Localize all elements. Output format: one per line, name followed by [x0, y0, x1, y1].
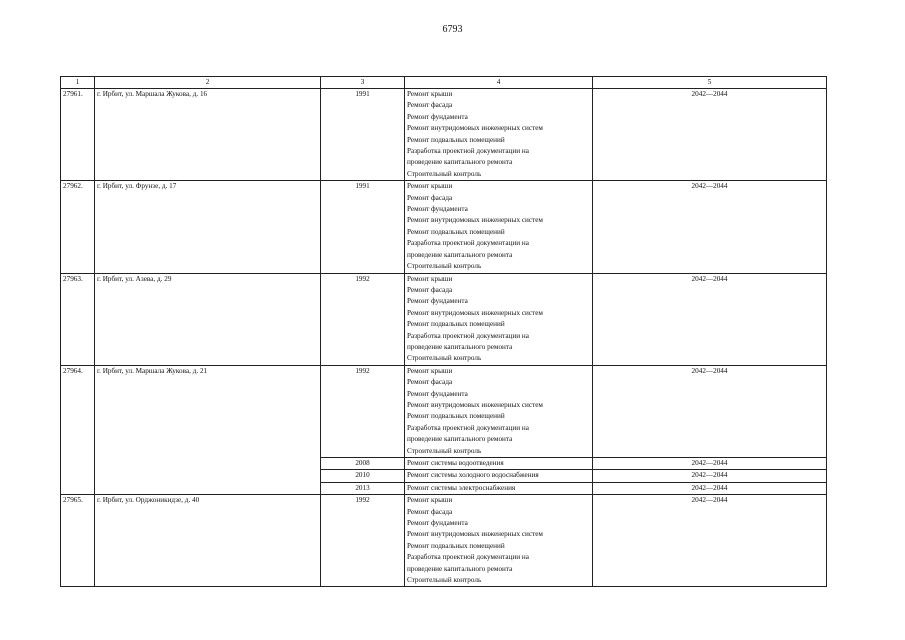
work-item: Ремонт фундамента [407, 389, 468, 398]
year-cell: 1992 [321, 273, 405, 365]
header-row [61, 77, 827, 89]
year-cell: 2013 [321, 482, 405, 494]
work-item: Ремонт подвальных помещений [407, 135, 505, 144]
table-row [61, 365, 827, 457]
work-item: Ремонт подвальных помещений [407, 227, 505, 236]
work-item: Ремонт фасада [407, 507, 453, 516]
works-cell [405, 273, 593, 365]
works-cell [405, 181, 593, 273]
work-item: Разработка проектной документации на [407, 423, 529, 432]
work-item: Ремонт внутридомовых инженерных систем [407, 124, 543, 133]
row-number: 27965. [61, 495, 95, 587]
work-item: Ремонт фасада [407, 285, 453, 294]
works-cell [405, 495, 593, 587]
work-item: Ремонт крыши [407, 274, 453, 283]
work-item: Строительный контроль [407, 576, 482, 585]
period-cell: 2042—2044 [593, 470, 827, 482]
work-item: проведение капитального ремонта [407, 435, 513, 444]
year-cell: 2010 [321, 470, 405, 482]
work-item: Ремонт фасада [407, 193, 453, 202]
period-cell: 2042—2044 [593, 482, 827, 494]
address-cell: г. Ирбит, ул. Азева, д. 29 [95, 273, 321, 365]
work-item: Ремонт внутридомовых инженерных систем [407, 308, 543, 317]
work-item: Ремонт крыши [407, 90, 453, 98]
work-item: Ремонт внутридомовых инженерных систем [407, 530, 543, 539]
column-header: 4 [405, 77, 593, 89]
table-row [61, 495, 827, 587]
year-cell: 1991 [321, 181, 405, 273]
works-cell [405, 365, 593, 457]
table-body [61, 89, 827, 587]
work-item: Строительный контроль [407, 169, 482, 178]
page-number: 6793 [442, 24, 463, 35]
year-cell: 1991 [321, 89, 405, 181]
work-item: Строительный контроль [407, 354, 482, 363]
period-cell: 2042—2044 [593, 273, 827, 365]
address-cell: г. Ирбит, ул. Фрунзе, д. 17 [95, 181, 321, 273]
row-number: 27963. [61, 273, 95, 365]
work-item: Ремонт подвальных помещений [407, 541, 505, 550]
work-item: Разработка проектной документации на [407, 331, 529, 340]
column-header: 5 [593, 77, 827, 89]
works-cell: Ремонт системы холодного водоснабжения [405, 470, 593, 482]
column-header: 3 [321, 77, 405, 89]
work-item: Ремонт крыши [407, 182, 453, 191]
table-row [61, 89, 827, 181]
work-item: Строительный контроль [407, 446, 482, 455]
address-cell: г. Ирбит, ул. Орджоникидзе, д. 40 [95, 495, 321, 587]
repair-schedule-table [60, 76, 827, 587]
work-item: проведение капитального ремонта [407, 250, 513, 259]
work-item: Строительный контроль [407, 262, 482, 271]
year-cell: 2008 [321, 458, 405, 470]
row-number: 27964. [61, 365, 95, 494]
work-item: Ремонт фасада [407, 378, 453, 387]
work-item: Ремонт фасада [407, 101, 453, 110]
work-item: Ремонт подвальных помещений [407, 320, 505, 329]
work-item: Разработка проектной документации на [407, 239, 529, 248]
work-item: Ремонт крыши [407, 496, 453, 505]
work-item: Разработка проектной документации на [407, 147, 529, 156]
work-item: Ремонт внутридомовых инженерных систем [407, 400, 543, 409]
period-cell: 2042—2044 [593, 181, 827, 273]
works-cell: Ремонт системы электроснабжения [405, 482, 593, 494]
table-row [61, 181, 827, 273]
period-cell: 2042—2044 [593, 89, 827, 181]
works-cell: Ремонт системы водоотведения [405, 458, 593, 470]
row-number: 27962. [61, 181, 95, 273]
work-item: Ремонт фундамента [407, 519, 468, 528]
column-header: 2 [95, 77, 321, 89]
address-cell: г. Ирбит, ул. Маршала Жукова, д. 21 [95, 365, 321, 494]
work-item: проведение капитального ремонта [407, 564, 513, 573]
work-item: проведение капитального ремонта [407, 342, 513, 351]
address-cell: г. Ирбит, ул. Маршала Жукова, д. 16 [95, 89, 321, 181]
year-cell: 1992 [321, 365, 405, 457]
work-item: Ремонт подвальных помещений [407, 412, 505, 421]
table-row [61, 273, 827, 365]
work-item: Ремонт фундамента [407, 297, 468, 306]
work-item: Ремонт фундамента [407, 112, 468, 121]
year-cell: 1992 [321, 495, 405, 587]
work-item: Ремонт фундамента [407, 205, 468, 214]
period-cell: 2042—2044 [593, 365, 827, 457]
work-item: Разработка проектной документации на [407, 553, 529, 562]
row-number: 27961. [61, 89, 95, 181]
work-item: Ремонт крыши [407, 366, 453, 375]
work-item: проведение капитального ремонта [407, 158, 513, 167]
period-cell: 2042—2044 [593, 495, 827, 587]
work-item: Ремонт внутридомовых инженерных систем [407, 216, 543, 225]
period-cell: 2042—2044 [593, 458, 827, 470]
works-cell [405, 89, 593, 181]
column-header: 1 [61, 77, 95, 89]
